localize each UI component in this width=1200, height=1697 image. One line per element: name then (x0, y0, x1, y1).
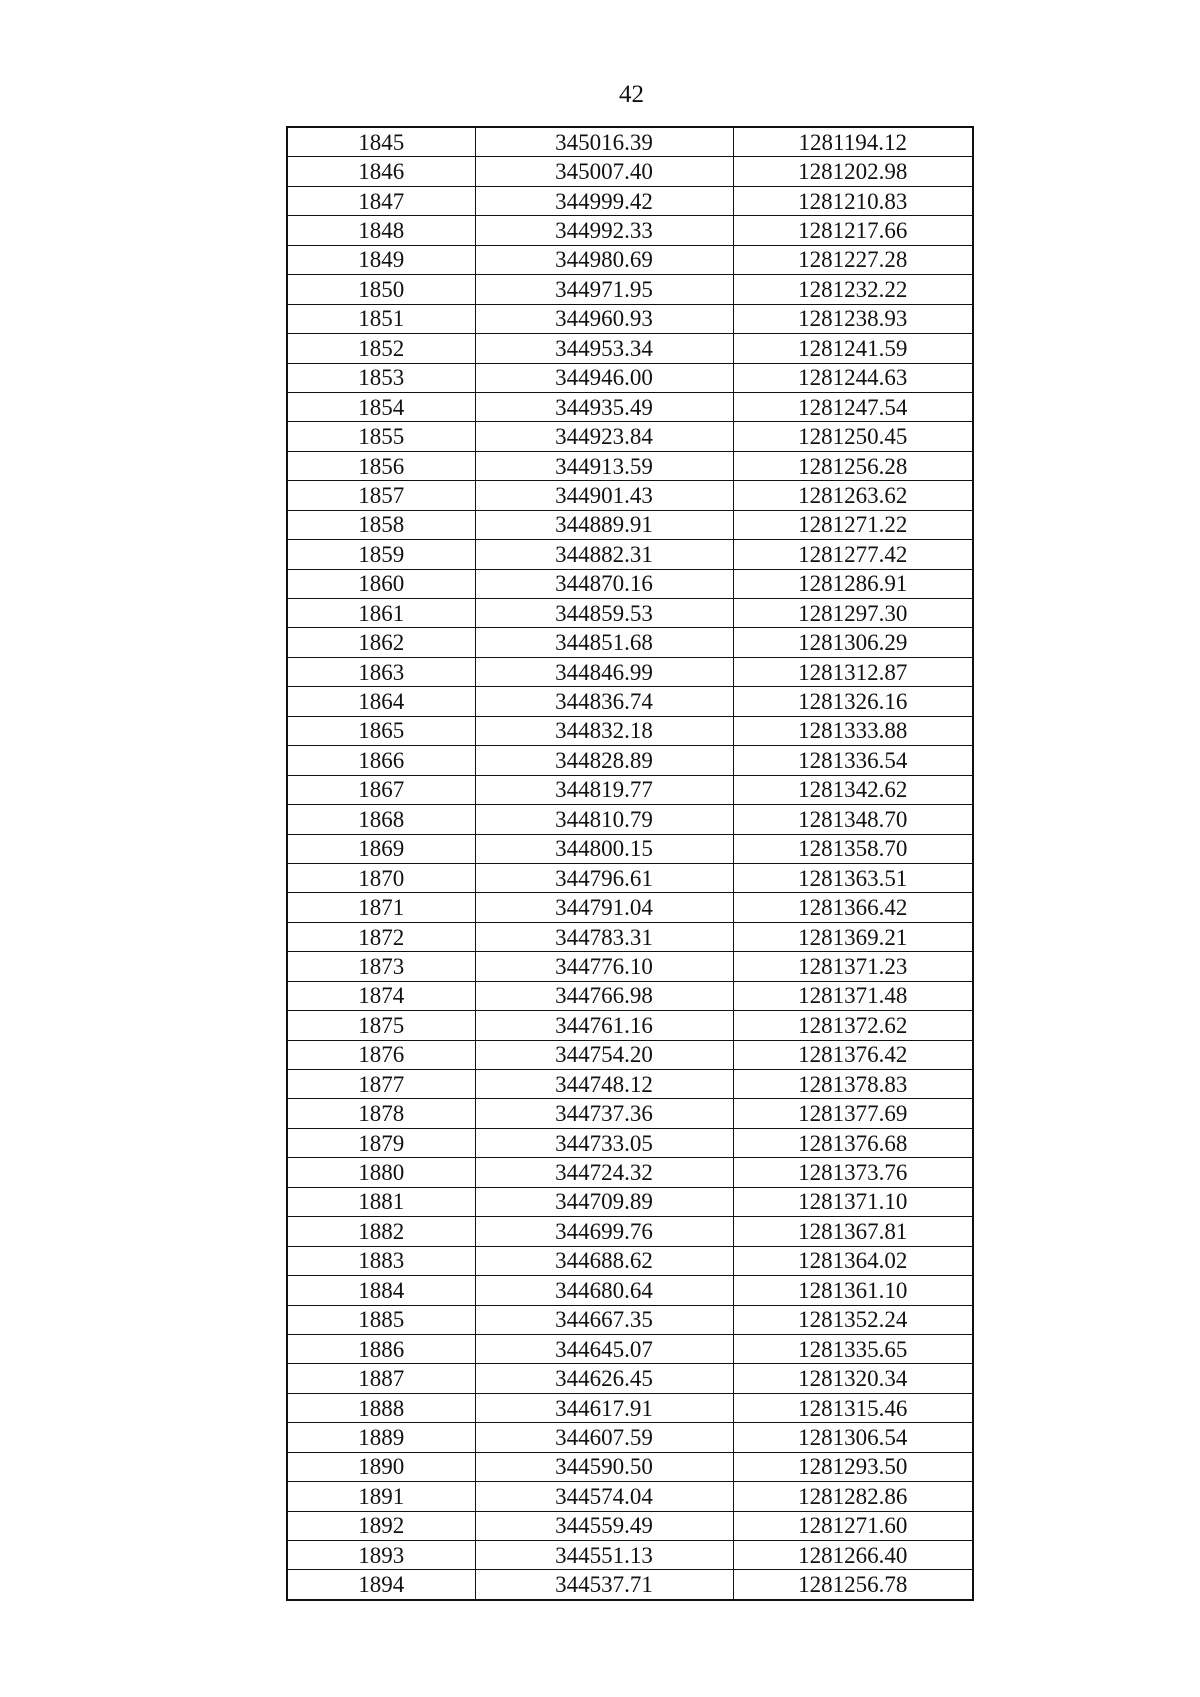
x-coordinate-cell: 344901.43 (475, 481, 733, 510)
y-coordinate-cell: 1281282.86 (733, 1482, 973, 1511)
table-row (287, 1482, 973, 1511)
y-coordinate-cell: 1281271.60 (733, 1511, 973, 1540)
x-coordinate-cell: 344617.91 (475, 1393, 733, 1422)
y-coordinate-cell: 1281247.54 (733, 392, 973, 421)
table-row (287, 1128, 973, 1157)
x-coordinate-cell: 344913.59 (475, 451, 733, 480)
point-number-cell: 1851 (287, 304, 475, 333)
y-coordinate-cell: 1281286.91 (733, 569, 973, 598)
table-row (287, 1393, 973, 1422)
point-number-cell: 1857 (287, 481, 475, 510)
x-coordinate-cell: 344737.36 (475, 1099, 733, 1128)
y-coordinate-cell: 1281342.62 (733, 775, 973, 804)
point-number-cell: 1871 (287, 893, 475, 922)
y-coordinate-cell: 1281372.62 (733, 1011, 973, 1040)
table-row (287, 216, 973, 245)
x-coordinate-cell: 344800.15 (475, 834, 733, 863)
y-coordinate-cell: 1281326.16 (733, 687, 973, 716)
x-coordinate-cell: 344574.04 (475, 1482, 733, 1511)
table-row (287, 1305, 973, 1334)
x-coordinate-cell: 344724.32 (475, 1158, 733, 1187)
point-number-cell: 1853 (287, 363, 475, 392)
table-row (287, 510, 973, 539)
point-number-cell: 1845 (287, 127, 475, 157)
y-coordinate-cell: 1281358.70 (733, 834, 973, 863)
y-coordinate-cell: 1281361.10 (733, 1276, 973, 1305)
table-row (287, 716, 973, 745)
table-row (287, 1541, 973, 1570)
x-coordinate-cell: 344791.04 (475, 893, 733, 922)
point-number-cell: 1854 (287, 392, 475, 421)
table-row (287, 363, 973, 392)
x-coordinate-cell: 344748.12 (475, 1070, 733, 1099)
y-coordinate-cell: 1281371.48 (733, 981, 973, 1010)
table-row (287, 657, 973, 686)
x-coordinate-cell: 344733.05 (475, 1128, 733, 1157)
table-row (287, 1452, 973, 1481)
table-row (287, 1217, 973, 1246)
x-coordinate-cell: 344709.89 (475, 1187, 733, 1216)
x-coordinate-cell: 344796.61 (475, 863, 733, 892)
y-coordinate-cell: 1281266.40 (733, 1541, 973, 1570)
table-row (287, 569, 973, 598)
table-row (287, 422, 973, 451)
y-coordinate-cell: 1281263.62 (733, 481, 973, 510)
point-number-cell: 1869 (287, 834, 475, 863)
x-coordinate-cell: 344607.59 (475, 1423, 733, 1452)
point-number-cell: 1891 (287, 1482, 475, 1511)
point-number-cell: 1848 (287, 216, 475, 245)
point-number-cell: 1866 (287, 746, 475, 775)
point-number-cell: 1863 (287, 657, 475, 686)
table-row (287, 1364, 973, 1393)
point-number-cell: 1849 (287, 245, 475, 274)
table-row (287, 186, 973, 215)
y-coordinate-cell: 1281378.83 (733, 1070, 973, 1099)
table-row (287, 334, 973, 363)
y-coordinate-cell: 1281315.46 (733, 1393, 973, 1422)
y-coordinate-cell: 1281297.30 (733, 599, 973, 628)
table-body (287, 127, 973, 1600)
point-number-cell: 1868 (287, 805, 475, 834)
point-number-cell: 1879 (287, 1128, 475, 1157)
y-coordinate-cell: 1281376.68 (733, 1128, 973, 1157)
point-number-cell: 1874 (287, 981, 475, 1010)
x-coordinate-cell: 344776.10 (475, 952, 733, 981)
x-coordinate-cell: 345016.39 (475, 127, 733, 157)
table-row (287, 451, 973, 480)
y-coordinate-cell: 1281352.24 (733, 1305, 973, 1334)
y-coordinate-cell: 1281227.28 (733, 245, 973, 274)
x-coordinate-cell: 344783.31 (475, 922, 733, 951)
x-coordinate-cell: 344992.33 (475, 216, 733, 245)
x-coordinate-cell: 344859.53 (475, 599, 733, 628)
point-number-cell: 1887 (287, 1364, 475, 1393)
point-number-cell: 1884 (287, 1276, 475, 1305)
table-row (287, 1511, 973, 1540)
table-row (287, 481, 973, 510)
x-coordinate-cell: 344559.49 (475, 1511, 733, 1540)
point-number-cell: 1846 (287, 157, 475, 186)
table-row (287, 834, 973, 863)
table-row (287, 1423, 973, 1452)
table-row (287, 127, 973, 157)
point-number-cell: 1882 (287, 1217, 475, 1246)
point-number-cell: 1859 (287, 540, 475, 569)
y-coordinate-cell: 1281366.42 (733, 893, 973, 922)
point-number-cell: 1864 (287, 687, 475, 716)
x-coordinate-cell: 344819.77 (475, 775, 733, 804)
point-number-cell: 1850 (287, 275, 475, 304)
x-coordinate-cell: 344667.35 (475, 1305, 733, 1334)
x-coordinate-cell: 344960.93 (475, 304, 733, 333)
x-coordinate-cell: 344980.69 (475, 245, 733, 274)
x-coordinate-cell: 344882.31 (475, 540, 733, 569)
table-row (287, 746, 973, 775)
x-coordinate-cell: 344870.16 (475, 569, 733, 598)
table-row (287, 687, 973, 716)
x-coordinate-cell: 344846.99 (475, 657, 733, 686)
point-number-cell: 1847 (287, 186, 475, 215)
y-coordinate-cell: 1281306.54 (733, 1423, 973, 1452)
x-coordinate-cell: 344836.74 (475, 687, 733, 716)
x-coordinate-cell: 344645.07 (475, 1334, 733, 1363)
table-row (287, 952, 973, 981)
y-coordinate-cell: 1281293.50 (733, 1452, 973, 1481)
point-number-cell: 1894 (287, 1570, 475, 1600)
point-number-cell: 1875 (287, 1011, 475, 1040)
table-row (287, 628, 973, 657)
table-row (287, 245, 973, 274)
y-coordinate-cell: 1281241.59 (733, 334, 973, 363)
y-coordinate-cell: 1281371.23 (733, 952, 973, 981)
y-coordinate-cell: 1281250.45 (733, 422, 973, 451)
table-row (287, 1011, 973, 1040)
point-number-cell: 1878 (287, 1099, 475, 1128)
y-coordinate-cell: 1281369.21 (733, 922, 973, 951)
point-number-cell: 1865 (287, 716, 475, 745)
point-number-cell: 1881 (287, 1187, 475, 1216)
table-row (287, 1570, 973, 1600)
point-number-cell: 1888 (287, 1393, 475, 1422)
table-row (287, 922, 973, 951)
y-coordinate-cell: 1281371.10 (733, 1187, 973, 1216)
y-coordinate-cell: 1281333.88 (733, 716, 973, 745)
x-coordinate-cell: 344626.45 (475, 1364, 733, 1393)
y-coordinate-cell: 1281363.51 (733, 863, 973, 892)
table-row (287, 981, 973, 1010)
x-coordinate-cell: 344971.95 (475, 275, 733, 304)
y-coordinate-cell: 1281194.12 (733, 127, 973, 157)
point-number-cell: 1855 (287, 422, 475, 451)
point-number-cell: 1873 (287, 952, 475, 981)
point-number-cell: 1862 (287, 628, 475, 657)
point-number-cell: 1852 (287, 334, 475, 363)
x-coordinate-cell: 344923.84 (475, 422, 733, 451)
point-number-cell: 1880 (287, 1158, 475, 1187)
x-coordinate-cell: 344999.42 (475, 186, 733, 215)
table-row (287, 893, 973, 922)
x-coordinate-cell: 344935.49 (475, 392, 733, 421)
y-coordinate-cell: 1281256.28 (733, 451, 973, 480)
point-number-cell: 1893 (287, 1541, 475, 1570)
coordinates-table (286, 126, 974, 1601)
y-coordinate-cell: 1281336.54 (733, 746, 973, 775)
table-row (287, 1276, 973, 1305)
table-row (287, 540, 973, 569)
x-coordinate-cell: 344699.76 (475, 1217, 733, 1246)
table-row (287, 1040, 973, 1069)
table-row (287, 1334, 973, 1363)
y-coordinate-cell: 1281306.29 (733, 628, 973, 657)
y-coordinate-cell: 1281335.65 (733, 1334, 973, 1363)
x-coordinate-cell: 344766.98 (475, 981, 733, 1010)
x-coordinate-cell: 344828.89 (475, 746, 733, 775)
table-row (287, 304, 973, 333)
point-number-cell: 1886 (287, 1334, 475, 1363)
point-number-cell: 1890 (287, 1452, 475, 1481)
y-coordinate-cell: 1281271.22 (733, 510, 973, 539)
x-coordinate-cell: 344688.62 (475, 1246, 733, 1275)
table-row (287, 1099, 973, 1128)
point-number-cell: 1856 (287, 451, 475, 480)
table-row (287, 1246, 973, 1275)
point-number-cell: 1892 (287, 1511, 475, 1540)
point-number-cell: 1889 (287, 1423, 475, 1452)
x-coordinate-cell: 344680.64 (475, 1276, 733, 1305)
point-number-cell: 1872 (287, 922, 475, 951)
table-row (287, 157, 973, 186)
y-coordinate-cell: 1281376.42 (733, 1040, 973, 1069)
table-row (287, 775, 973, 804)
x-coordinate-cell: 344761.16 (475, 1011, 733, 1040)
y-coordinate-cell: 1281277.42 (733, 540, 973, 569)
table-row (287, 1070, 973, 1099)
y-coordinate-cell: 1281244.63 (733, 363, 973, 392)
y-coordinate-cell: 1281320.34 (733, 1364, 973, 1393)
x-coordinate-cell: 344537.71 (475, 1570, 733, 1600)
table-row (287, 599, 973, 628)
point-number-cell: 1861 (287, 599, 475, 628)
point-number-cell: 1867 (287, 775, 475, 804)
y-coordinate-cell: 1281364.02 (733, 1246, 973, 1275)
table-row (287, 275, 973, 304)
table-row (287, 392, 973, 421)
y-coordinate-cell: 1281377.69 (733, 1099, 973, 1128)
page-number: 42 (619, 81, 644, 108)
y-coordinate-cell: 1281238.93 (733, 304, 973, 333)
point-number-cell: 1860 (287, 569, 475, 598)
table-row (287, 805, 973, 834)
point-number-cell: 1883 (287, 1246, 475, 1275)
y-coordinate-cell: 1281217.66 (733, 216, 973, 245)
y-coordinate-cell: 1281256.78 (733, 1570, 973, 1600)
x-coordinate-cell: 345007.40 (475, 157, 733, 186)
x-coordinate-cell: 344754.20 (475, 1040, 733, 1069)
y-coordinate-cell: 1281210.83 (733, 186, 973, 215)
x-coordinate-cell: 344946.00 (475, 363, 733, 392)
point-number-cell: 1876 (287, 1040, 475, 1069)
point-number-cell: 1870 (287, 863, 475, 892)
y-coordinate-cell: 1281367.81 (733, 1217, 973, 1246)
x-coordinate-cell: 344889.91 (475, 510, 733, 539)
point-number-cell: 1877 (287, 1070, 475, 1099)
table-row (287, 1187, 973, 1216)
x-coordinate-cell: 344551.13 (475, 1541, 733, 1570)
y-coordinate-cell: 1281232.22 (733, 275, 973, 304)
x-coordinate-cell: 344832.18 (475, 716, 733, 745)
table-row (287, 863, 973, 892)
x-coordinate-cell: 344851.68 (475, 628, 733, 657)
y-coordinate-cell: 1281348.70 (733, 805, 973, 834)
x-coordinate-cell: 344810.79 (475, 805, 733, 834)
y-coordinate-cell: 1281312.87 (733, 657, 973, 686)
table-row (287, 1158, 973, 1187)
y-coordinate-cell: 1281373.76 (733, 1158, 973, 1187)
x-coordinate-cell: 344953.34 (475, 334, 733, 363)
point-number-cell: 1885 (287, 1305, 475, 1334)
y-coordinate-cell: 1281202.98 (733, 157, 973, 186)
x-coordinate-cell: 344590.50 (475, 1452, 733, 1481)
point-number-cell: 1858 (287, 510, 475, 539)
